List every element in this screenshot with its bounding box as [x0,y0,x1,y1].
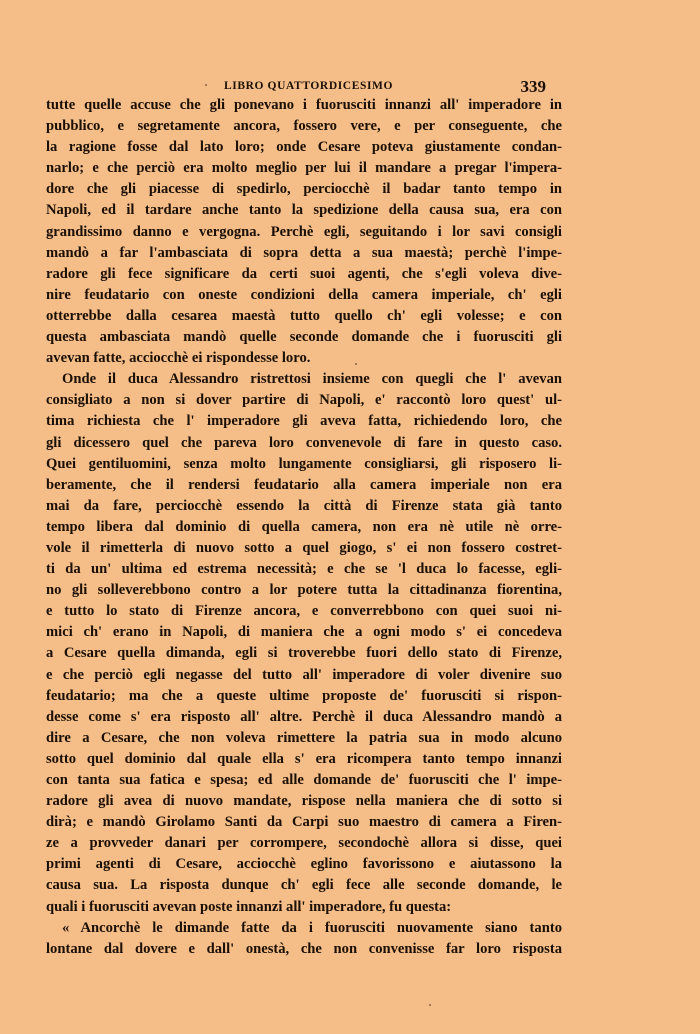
page-number: 339 [520,77,546,96]
text-line: feudatario; ma che a queste ultime proposte de' fuorusciti si rispon- [46,687,562,704]
text-line: a Cesare quella dimanda, egli si troverebbe fuori dello stato di Firenze, [46,645,562,662]
paper-speck [429,1004,431,1006]
text-line: Quei gentiluomini, senza molto lungamente consigliarsi, gli risposero li- [46,455,562,472]
text-line: dore che gli piacesse di spedirlo, perciocchè il badar tanto tempo in [46,181,562,198]
text-line: beramente, che il rendersi feudatario alla camera imperiale non era [46,476,562,493]
text-line: tutte quelle accuse che gli ponevano i fuorusciti innanzi all' imperadore in [46,97,562,113]
text-line: mai da fare, perciocchè essendo la città di Firenze stata già tanto [46,497,562,514]
text-line: ti da un' ultima ed estrema necessità; e che se 'l duca lo facesse, egli- [46,561,562,578]
text-line: gli dicessero quel che pareva loro convenevole di fare in questo caso. [46,434,562,451]
text-line: no gli solleverebbono contro a lor potere tutta la cittadinanza fiorentina, [46,582,562,599]
running-head: LIBRO QUATTORDICESIMO [224,80,394,92]
text-line: mandò a far l'ambasciata di sopra detta a sua maestà; perchè l'impe- [46,244,562,261]
text-line: desse come s' era risposto all' altre. Perchè il duca Alessandro mandò a [46,708,562,725]
text-line: ze a provveder danari per corrompere, secondochè allora si disse, quei [46,835,562,852]
text-line: nire feudatario con oneste condizioni della camera imperiale, ch' egli [46,286,562,303]
paper-speck [205,84,207,86]
text-line: mici ch' erano in Napoli, di maniera che a ogni modo s' ei concedeva [46,624,562,641]
quoted-paragraph-first-line: « Ancorchè le dimande fatte da i fuorusciti nuovamente siano tanto [62,919,562,936]
text-line: primi agenti di Cesare, acciocchè eglino favorissono e aiutassono la [46,856,562,873]
text-line: pubblico, e segretamente ancora, fossero vere, e per conseguente, che [46,118,562,135]
text-line: dire a Cesare, che non voleva rimettere la patria sua in modo alcuno [46,729,562,746]
text-line: la ragione fosse dal lato loro; onde Cesare poteva giustamente condan- [46,139,562,156]
text-line: sotto quel dominio dal quale ella s' era ricompera tanto tempo innanzi [46,750,562,767]
paragraph-first-line: Onde il duca Alessandro ristrettosi insieme con quegli che l' avevan [62,371,562,388]
paper-speck [355,363,357,365]
text-line: avevan fatte, acciocchè ei rispondesse loro. [46,350,311,367]
text-line: otterrebbe dalla cesarea maestà tutto quello ch' egli volesse; e con [46,307,562,324]
text-line: quali i fuorusciti avevan poste innanzi all' imperadore, fu questa: [46,898,452,915]
text-line: consigliato a non si dover partire di Napoli, e' raccontò loro quest' ul- [46,392,562,409]
text-line: narlo; e che perciò era molto meglio per lui il mandare a pregar l'impera- [46,160,562,177]
text-line: causa sua. La risposta dunque ch' egli fece alle seconde domande, le [46,877,562,894]
text-line: vole il rimetterla di nuovo sotto a quel giogo, s' ei non fossero costret- [46,539,562,556]
text-line: grandissimo danno e vergogna. Perchè egli, seguitando i lor savi consigli [46,223,562,240]
text-line: radore gli avea di nuovo mandate, rispose nella maniera che di sotto si [46,793,562,810]
text-line: dirà; e mandò Girolamo Santi da Carpi suo maestro di camera a Firen- [46,814,562,831]
text-line: con tanta sua fatica e spesa; ed alle domande de' fuorusciti che l' impe- [46,772,562,788]
text-line: e tutto lo stato di Firenze ancora, e converrebbono con quei suoi ni- [46,603,562,620]
text-line: e che perciò egli negasse del tutto all' imperadore di voler divenire suo [46,666,562,683]
text-line: Napoli, ed il tardare anche tanto la spedizione della causa sua, era con [46,202,562,219]
text-line: questa ambasciata mandò quelle seconde domande che i fuorusciti gli [46,329,562,346]
text-line: tempo libera dal dominio di quella camera, non era nè utile nè orre- [46,518,562,535]
text-line: lontane dal dovere e dall' onestà, che non convenisse far loro risposta [46,940,562,957]
body-text [46,95,562,960]
text-line: tima richiesta che l' imperadore gli aveva fatta, richiedendo loro, che [46,413,562,430]
text-line: radore gli fece significare da certi suoi agenti, che s'egli voleva dive- [46,265,562,282]
